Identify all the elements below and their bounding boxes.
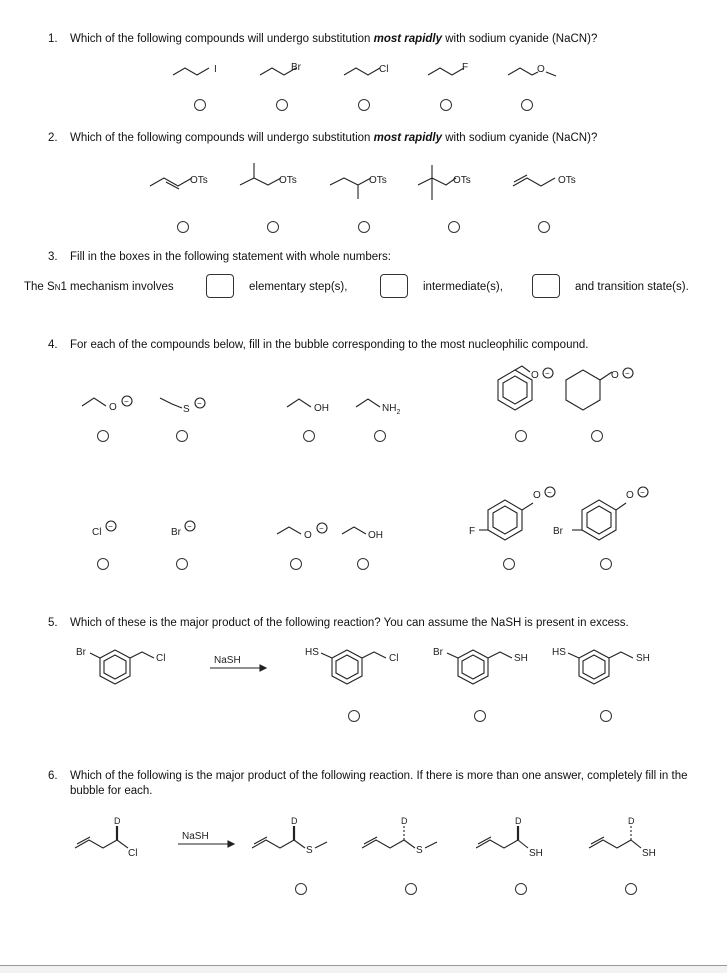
q5-structures [76,647,650,684]
q4-bubble-fluoro-aryl[interactable] [503,558,515,570]
q2-bubble-1[interactable] [177,221,189,233]
svg-text:F: F [462,62,469,73]
svg-text:−: − [108,522,113,531]
svg-text:SH: SH [529,848,543,859]
svg-text:NaSH: NaSH [214,655,241,666]
q6-bubble-3[interactable] [515,883,527,895]
svg-text:O: O [626,490,634,501]
svg-text:D: D [515,816,522,826]
svg-text:−: − [545,369,550,378]
svg-text:OH: OH [368,530,383,541]
question-number: 1. [48,33,58,45]
svg-text:Cl: Cl [92,527,102,538]
svg-text:D: D [628,816,635,826]
q2-bubble-2[interactable] [267,221,279,233]
q6-structures [75,816,656,859]
question-text: Fill in the boxes in the following statement with whole numbers: [70,251,391,263]
question-text: Which of the following is the major product of the following reaction. If there is more than one answer, completely fill in the bubble for each. [70,770,688,797]
svg-text:O: O [109,402,117,413]
svg-text:−: − [640,488,645,497]
q4-row2-structures [92,487,648,541]
q4-bubble-ethanol[interactable] [303,430,315,442]
q2-bubble-3[interactable] [358,221,370,233]
q5-bubble-1[interactable] [348,710,360,722]
q4-bubble-cyclohexylmethoxide[interactable] [591,430,603,442]
svg-text:SH: SH [636,653,650,664]
svg-text:−: − [625,369,630,378]
q5-bubble-2[interactable] [474,710,486,722]
q2-structures [150,163,576,200]
q4-bubble-phenoxymethyl[interactable] [515,430,527,442]
q4-bubble-ethoxide[interactable] [97,430,109,442]
sn1-statement: The SN1 mechanism involves [24,281,174,293]
svg-text:Cl: Cl [379,64,389,75]
q4-bubble-ethylamine[interactable] [374,430,386,442]
q6-bubble-1[interactable] [295,883,307,895]
q6-bubble-2[interactable] [405,883,417,895]
svg-text:Br: Br [171,527,181,538]
svg-text:NH2: $NH_2$ [382,403,401,416]
svg-text:OTs: OTs [279,175,297,186]
svg-text:−: − [187,522,192,531]
svg-text:Br: Br [553,526,563,537]
svg-text:−: − [547,488,552,497]
question-number: 4. [48,339,58,351]
svg-text:−: − [124,397,129,406]
svg-text:D: D [291,816,298,826]
svg-text:NaSH: NaSH [182,831,209,842]
q1-bubble-2[interactable] [276,99,288,111]
svg-text:Br: Br [291,62,301,73]
svg-text:D: D [114,816,121,826]
svg-text:OTs: OTs [190,175,208,186]
svg-text:Br: Br [433,647,443,658]
question-text: Which of these is the major product of the following reaction? You can assume the NaSH is present in excess. [70,617,629,629]
q2-bubble-4[interactable] [448,221,460,233]
q4-bubble-bromo-aryl[interactable] [600,558,612,570]
svg-text:I: I [214,64,217,75]
q4-bubble-chloride[interactable] [97,558,109,570]
box1-label: elementary step(s), [249,281,348,293]
svg-text:SH: SH [642,848,656,859]
q4-bubble-propanol[interactable] [357,558,369,570]
q4-bubble-propoxide[interactable] [290,558,302,570]
question-text: For each of the compounds below, fill in the bubble corresponding to the most nucleophilic compound. [70,339,589,351]
svg-text:SH: SH [514,653,528,664]
svg-text:−: − [319,524,324,533]
svg-text:O: O [533,490,541,501]
q5-bubble-3[interactable] [600,710,612,722]
q1-bubble-4[interactable] [440,99,452,111]
q1-structures [173,62,556,76]
q6-bubble-4[interactable] [625,883,637,895]
q1-bubble-3[interactable] [358,99,370,111]
box3-label: and transition state(s). [575,281,689,293]
q1-bubble-5[interactable] [521,99,533,111]
svg-text:O: O [304,530,312,541]
svg-text:OTs: OTs [369,175,387,186]
question-number: 2. [48,132,58,144]
svg-text:O: O [611,370,619,381]
svg-text:S: S [306,845,313,856]
q2-bubble-5[interactable] [538,221,550,233]
svg-text:Cl: Cl [156,653,166,664]
svg-text:S: S [416,845,423,856]
svg-text:Cl: Cl [389,653,399,664]
question-number: 5. [48,617,58,629]
svg-text:D: D [401,816,408,826]
box2-label: intermediate(s), [423,281,503,293]
question-number: 3. [48,251,58,263]
svg-text:S: S [183,404,190,415]
q4-row1-structures [82,366,633,416]
q4-bubble-ethanethiolate[interactable] [176,430,188,442]
svg-text:HS: HS [552,647,566,658]
q4-bubble-bromide[interactable] [176,558,188,570]
question-text: Which of the following compounds will undergo substitution most rapidly with sodium cyanide (NaCN)? [70,33,598,45]
q1-bubble-1[interactable] [194,99,206,111]
svg-text:−: − [197,399,202,408]
svg-text:OTs: OTs [558,175,576,186]
svg-text:O: O [537,64,545,75]
question-number: 6. [48,770,58,782]
svg-text:O: O [531,370,539,381]
svg-text:Cl: Cl [128,848,138,859]
svg-text:HS: HS [305,647,319,658]
svg-text:OH: OH [314,403,329,414]
svg-text:F: F [469,526,476,537]
svg-text:OTs: OTs [453,175,471,186]
question-text: Which of the following compounds will undergo substitution most rapidly with sodium cyanide (NaCN)? [70,132,598,144]
svg-text:Br: Br [76,647,86,658]
